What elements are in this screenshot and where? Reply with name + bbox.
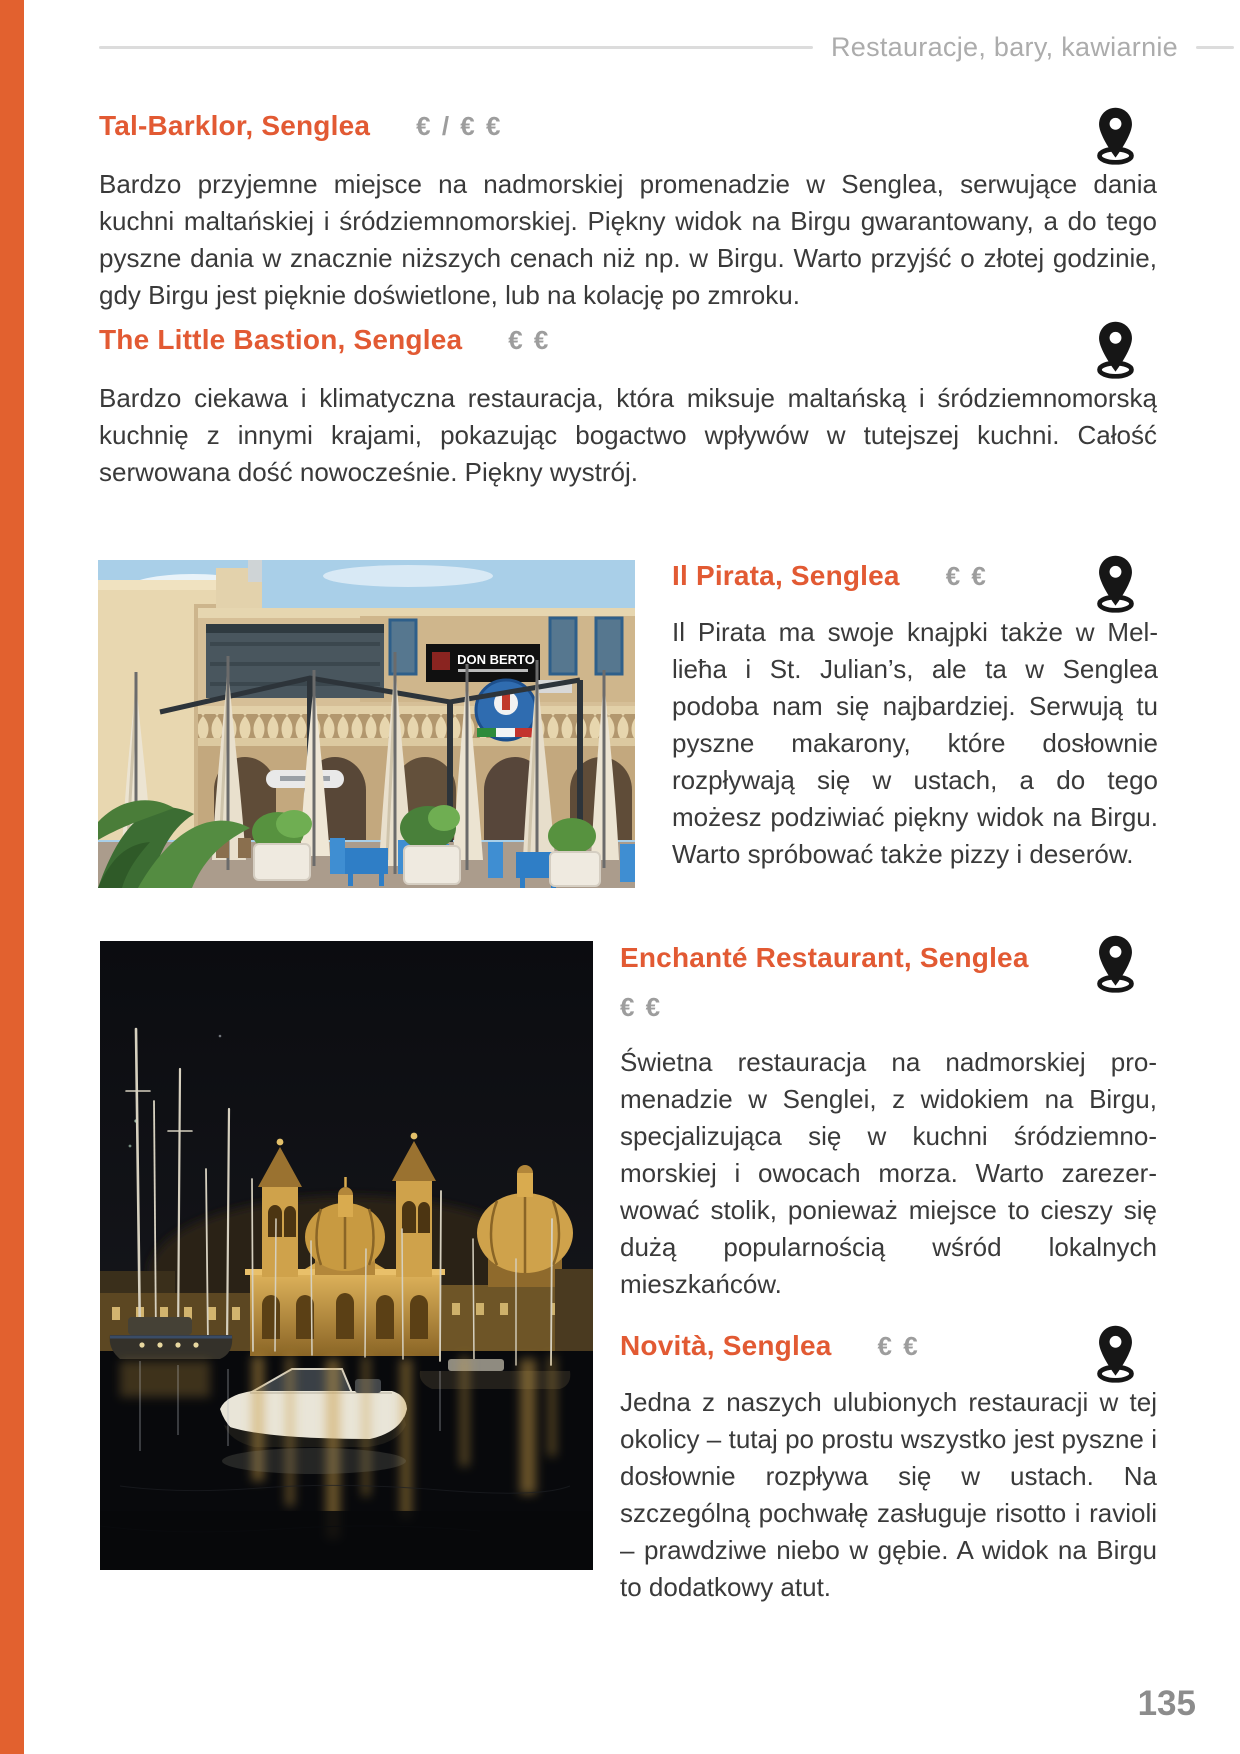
terrace-illustration xyxy=(98,560,635,888)
price-rating: € € xyxy=(945,561,988,591)
location-pin-icon xyxy=(1092,934,1139,994)
senglea-marina-night-photo xyxy=(100,941,593,1570)
price-rating: € / € € xyxy=(416,111,503,141)
don-berto-sign-text: DON BERTO xyxy=(457,652,535,667)
price-rating: € € xyxy=(508,325,551,355)
section-enchante-body: Świetna restauracja na nadmorskiej promenadzie w Senglei, z widokiem na Birgu, specjalizująca się w kuchni śródziemnomorskiej i owocach morza. Warto zarezerwować stolik, ponieważ miejsce to cieszy się dużą popularnością wśród lokalnych mieszkańców. xyxy=(620,1047,1157,1299)
price-rating: € € xyxy=(620,992,663,1022)
venue-title: Novità, Senglea xyxy=(620,1330,832,1361)
balustrade xyxy=(198,706,635,746)
section-enchante-heading xyxy=(620,942,1029,974)
section-enchante-price-row xyxy=(620,992,662,1023)
section-tal-barklor-heading xyxy=(99,110,502,142)
section-little-bastion-body: Bardzo ciekawa i klimatyczna restauracja, która miksuje maltańską i śródziemnomorską kuchnię z innymi krajami, pokazując bogactwo wpływów w tutejszej kuchni. Całość serwowana dość nowocześnie. Piękny wystrój. xyxy=(99,383,1157,487)
section-novita-body: Jedna z naszych ulubionych restauracji w tej okolicy – tutaj po prostu wszystko jest pyszne i dosłownie rozpływa się w ustach. Na szczególną pochwałę zasługuje risotto i ravioli – prawdziwe niebo w gębie. A widok na Birgu to dodatkowy atut. xyxy=(620,1387,1157,1602)
header-title: Restauracje, bary, kawiarnie xyxy=(830,31,1178,62)
section-tal-barklor-body: Bardzo przyjemne miejsce na nadmorskiej promenadzie w Senglea, serwujące dania kuchni maltańskiej i śródziemnomorskiej. Piękny widok na Birgu gwarantowany, a do tego pyszne dania w znacznie niższych cenach niż np. w Birgu. Warto przyjść o złotej godzinie, gdy Birgu jest pięknie doświetlone, lub na kolację po zmroku. xyxy=(99,169,1157,310)
location-pin-icon xyxy=(1092,554,1139,614)
price-rating: € € xyxy=(877,1331,920,1361)
senglea-terrace-photo xyxy=(98,560,635,888)
venue-title: Il Pirata, Senglea xyxy=(672,560,900,591)
venue-title: Tal-Barklor, Senglea xyxy=(99,110,371,141)
section-little-bastion-heading xyxy=(99,324,550,356)
venue-title: The Little Bastion, Senglea xyxy=(99,324,463,355)
section-il-pirata-body: Il Pirata ma swoje knajpki także w Mellieħa i St. Julian’s, ale ta w Senglea podoba nam się najbardziej. Serwują tu pyszne makarony, które dosłownie rozpływają się w ustach, a do tego możesz podziwiać piękny widok na Birgu. Warto spróbować także pizzy i deserów. xyxy=(672,617,1158,869)
left-accent-bar xyxy=(0,0,24,1754)
location-pin-icon xyxy=(1092,106,1139,166)
header-rule-right xyxy=(1196,46,1234,49)
venue-title: Enchanté Restaurant, Senglea xyxy=(620,942,1029,973)
location-pin-icon xyxy=(1092,320,1139,380)
page-header xyxy=(99,30,1234,64)
section-novita-heading xyxy=(620,1330,920,1362)
location-pin-icon xyxy=(1092,1324,1139,1384)
section-il-pirata-heading xyxy=(672,560,988,592)
page-number: 135 xyxy=(1137,1684,1196,1723)
marina-illustration xyxy=(100,941,593,1570)
header-rule-left xyxy=(99,46,813,49)
